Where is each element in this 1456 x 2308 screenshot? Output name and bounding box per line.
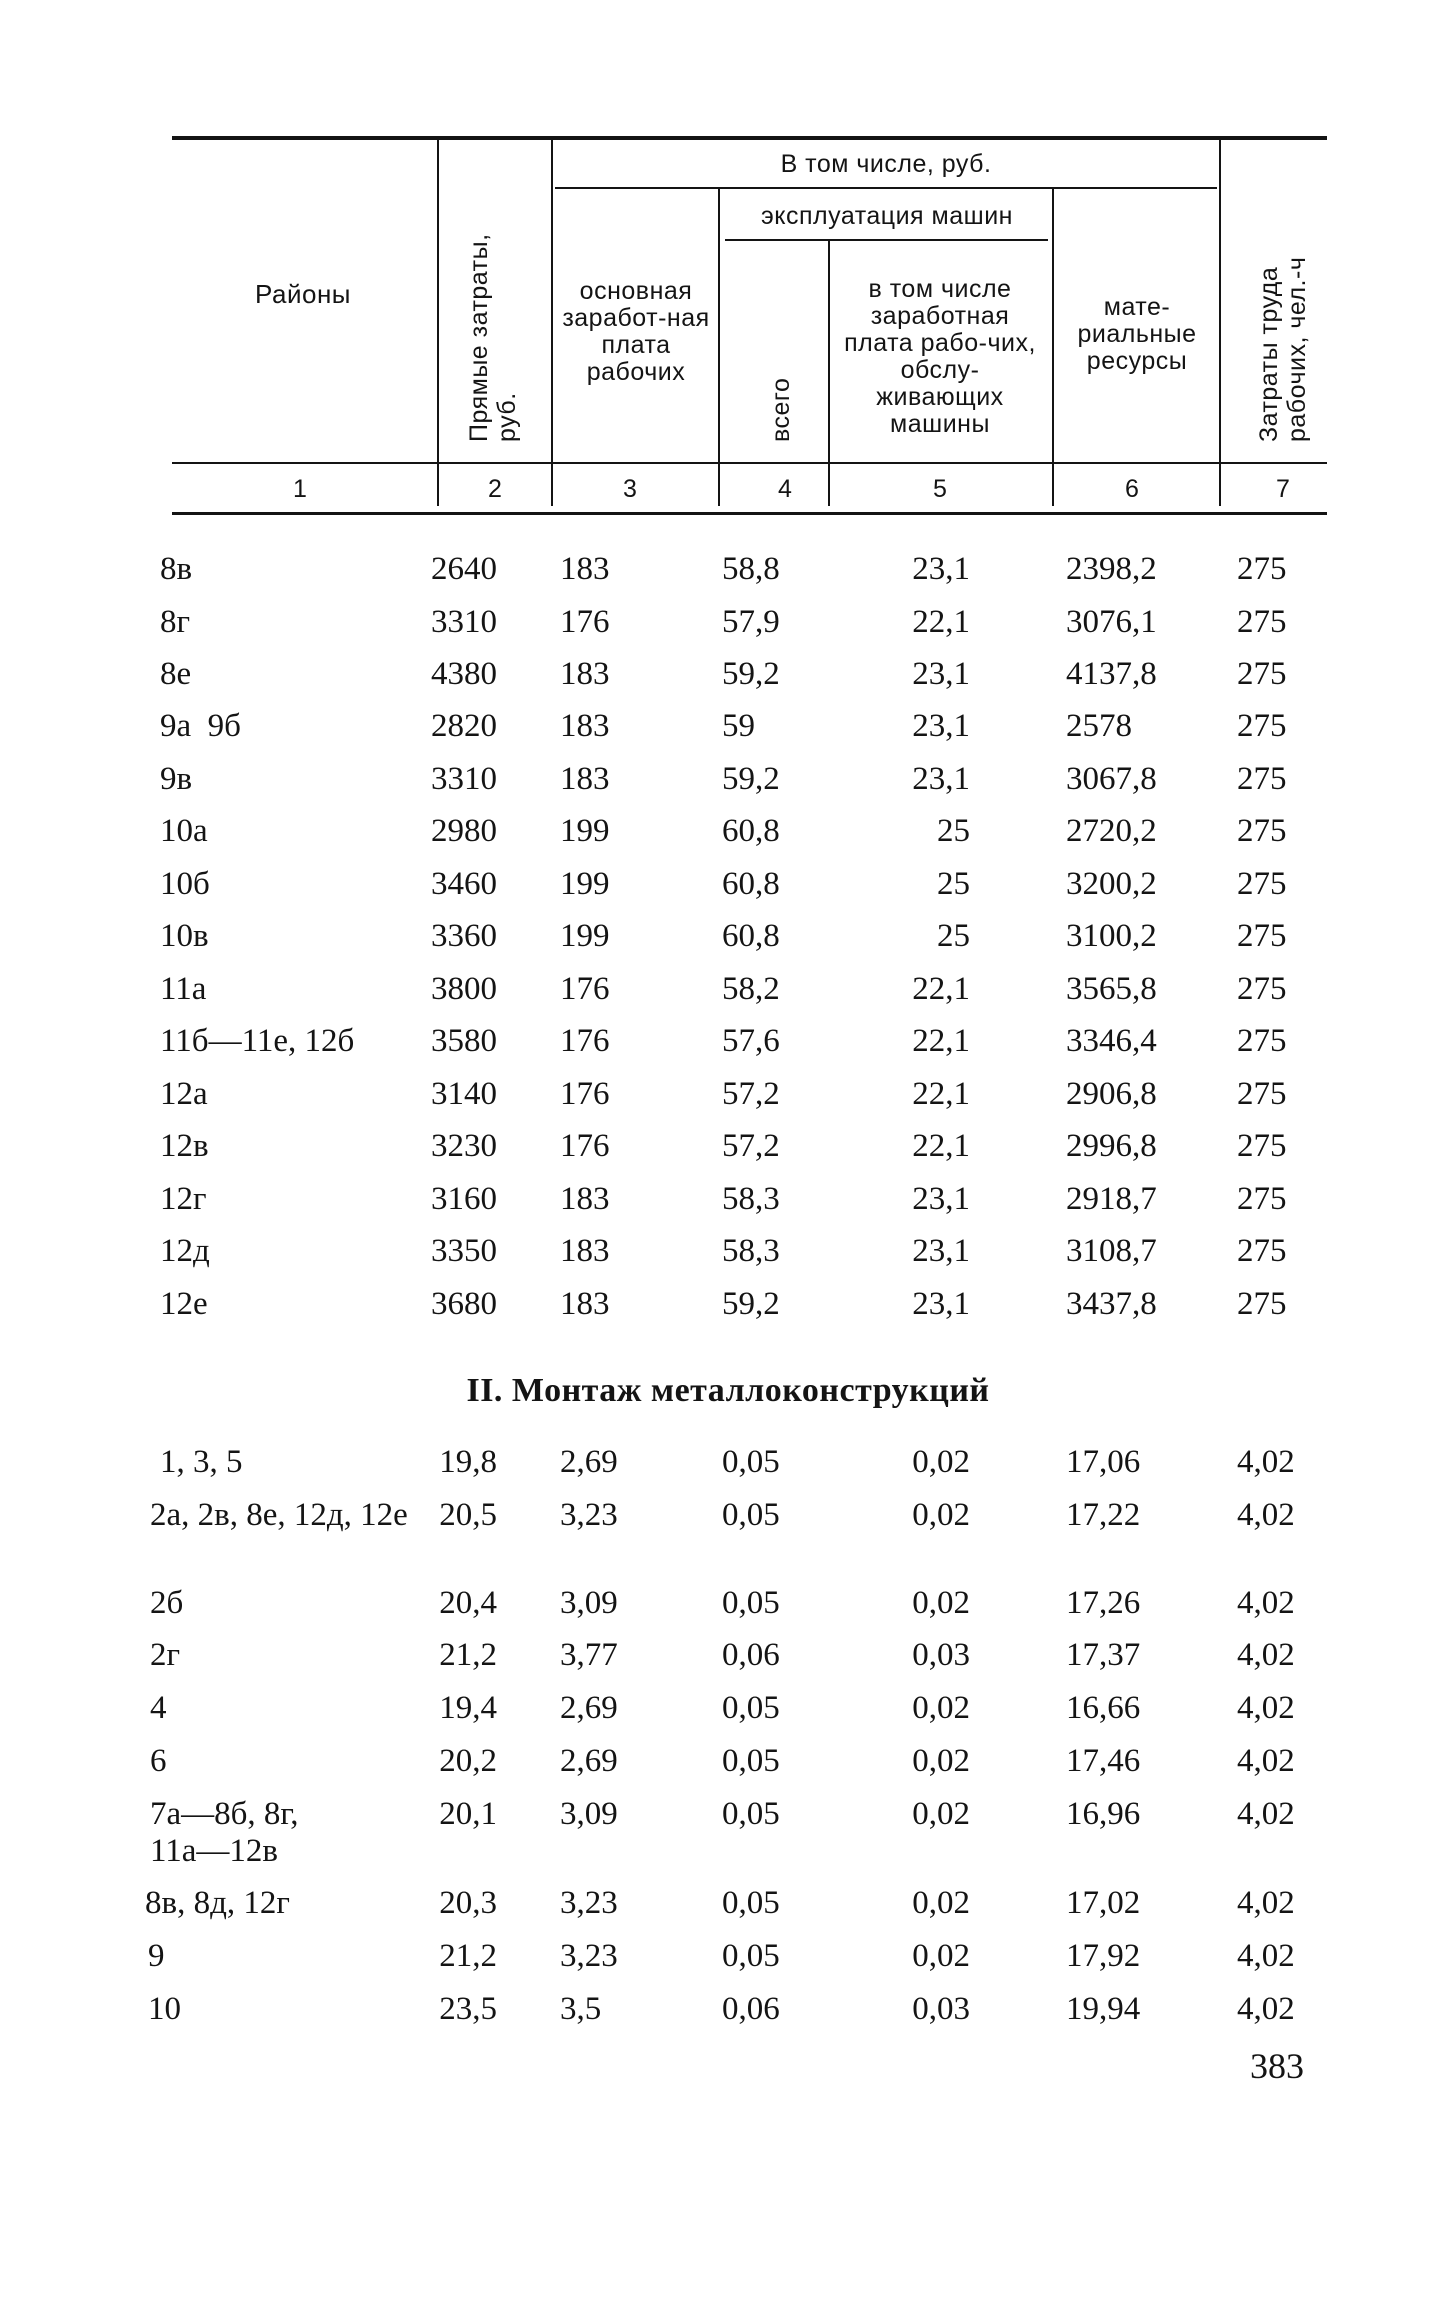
cell-base-wage: 176 xyxy=(560,1023,610,1059)
cell-labor: 275 xyxy=(1237,1076,1287,1112)
cell-machines-wage: 22,1 xyxy=(912,1023,970,1059)
cell-labor: 4,02 xyxy=(1237,1585,1295,1621)
cell-materials: 2398,2 xyxy=(1066,551,1157,587)
cell-materials: 3437,8 xyxy=(1066,1286,1157,1322)
cell-labor: 275 xyxy=(1237,604,1287,640)
cell-machines-total: 59,2 xyxy=(722,1286,780,1322)
col-number-7: 7 xyxy=(1276,475,1290,503)
cell-machines-wage: 25 xyxy=(937,813,970,849)
cell-labor: 4,02 xyxy=(1237,1938,1295,1974)
cell-labor: 275 xyxy=(1237,1181,1287,1217)
cell-machines-total: 59,2 xyxy=(722,656,780,692)
cell-direct-costs: 20,4 xyxy=(439,1585,497,1621)
cell-direct-costs: 20,2 xyxy=(439,1743,497,1779)
cell-machines-wage: 23,1 xyxy=(912,551,970,587)
cell-direct-costs: 2640 xyxy=(431,551,497,587)
cell-region: 9в xyxy=(160,761,193,797)
table-header xyxy=(0,0,1456,520)
col-number-6: 6 xyxy=(1125,475,1139,503)
cell-materials: 3100,2 xyxy=(1066,918,1157,954)
cell-region: 8е xyxy=(160,656,192,692)
cell-region: 8в, 8д, 12г xyxy=(145,1885,290,1921)
cell-machines-wage: 0,02 xyxy=(912,1690,970,1726)
cell-machines-total: 57,2 xyxy=(722,1076,780,1112)
cell-direct-costs: 3310 xyxy=(431,761,497,797)
cell-machines-wage: 0,02 xyxy=(912,1743,970,1779)
cell-region: 10 xyxy=(148,1991,181,2027)
cell-direct-costs: 3580 xyxy=(431,1023,497,1059)
cell-machines-total: 58,3 xyxy=(722,1233,780,1269)
cell-region: 8г xyxy=(160,604,191,640)
cell-machines-wage: 0,02 xyxy=(912,1585,970,1621)
cell-machines-total: 0,05 xyxy=(722,1444,780,1480)
cell-base-wage: 3,09 xyxy=(560,1585,618,1621)
cell-machines-wage: 22,1 xyxy=(912,1128,970,1164)
cell-labor: 275 xyxy=(1237,1286,1287,1322)
page-number: 383 xyxy=(1250,2046,1304,2086)
cell-materials: 3200,2 xyxy=(1066,866,1157,902)
cell-machines-wage: 0,02 xyxy=(912,1938,970,1974)
cell-base-wage: 3,23 xyxy=(560,1885,618,1921)
cell-materials: 3108,7 xyxy=(1066,1233,1157,1269)
cell-machines-total: 59 xyxy=(722,708,755,744)
header-regions: Районы xyxy=(255,279,351,309)
cell-base-wage: 3,23 xyxy=(560,1497,618,1533)
cell-region: 8в xyxy=(160,551,193,587)
cell-base-wage: 3,23 xyxy=(560,1938,618,1974)
cell-machines-wage: 25 xyxy=(937,866,970,902)
cell-machines-wage: 0,02 xyxy=(912,1444,970,1480)
cell-base-wage: 183 xyxy=(560,1181,610,1217)
cell-machines-wage: 23,1 xyxy=(912,708,970,744)
cell-direct-costs: 3140 xyxy=(431,1076,497,1112)
cell-machines-wage: 0,02 xyxy=(912,1796,970,1832)
col-divider-3 xyxy=(718,189,720,506)
cell-region: 12г xyxy=(160,1181,207,1217)
cell-materials: 2906,8 xyxy=(1066,1076,1157,1112)
cell-region: 1, 3, 5 xyxy=(160,1444,243,1480)
cell-machines-wage: 0,03 xyxy=(912,1637,970,1673)
cell-direct-costs: 21,2 xyxy=(439,1637,497,1673)
cell-labor: 275 xyxy=(1237,1128,1287,1164)
numbers-bottom-rule xyxy=(172,512,1327,515)
cell-materials: 4137,8 xyxy=(1066,656,1157,692)
cell-machines-wage: 0,02 xyxy=(912,1885,970,1921)
cell-machines-total: 0,05 xyxy=(722,1743,780,1779)
cell-machines-wage: 23,1 xyxy=(912,761,970,797)
cell-region: 2а, 2в, 8е, 12д, 12е xyxy=(150,1497,408,1533)
header-direct-costs: Прямые затраты, руб. xyxy=(465,233,521,442)
cell-labor: 275 xyxy=(1237,918,1287,954)
cell-region: 10б xyxy=(160,866,210,902)
cell-direct-costs: 21,2 xyxy=(439,1938,497,1974)
cell-base-wage: 183 xyxy=(560,1233,610,1269)
cell-machines-total: 0,05 xyxy=(722,1796,780,1832)
cell-base-wage: 183 xyxy=(560,708,610,744)
cell-machines-wage: 22,1 xyxy=(912,971,970,1007)
cell-base-wage: 176 xyxy=(560,971,610,1007)
header-machine-operation: эксплуатация машин xyxy=(761,202,1013,230)
header-machine-operator-wage: в том числе заработная плата рабо-чих, обслу-живающих машины xyxy=(844,275,1036,438)
cell-machines-total: 59,2 xyxy=(722,761,780,797)
cell-labor: 4,02 xyxy=(1237,1885,1295,1921)
cell-labor: 275 xyxy=(1237,971,1287,1007)
cell-direct-costs: 3680 xyxy=(431,1286,497,1322)
col-divider-1 xyxy=(437,140,439,506)
cell-machines-wage: 22,1 xyxy=(912,604,970,640)
cell-machines-total: 0,05 xyxy=(722,1497,780,1533)
cell-labor: 4,02 xyxy=(1237,1743,1295,1779)
cell-base-wage: 199 xyxy=(560,866,610,902)
cell-machines-total: 0,06 xyxy=(722,1991,780,2027)
cell-region: 9 xyxy=(148,1938,165,1974)
cell-direct-costs: 3350 xyxy=(431,1233,497,1269)
cell-machines-total: 58,2 xyxy=(722,971,780,1007)
cell-materials: 17,37 xyxy=(1066,1637,1141,1673)
header-group-title: В том числе, руб. xyxy=(780,150,992,178)
cell-machines-total: 57,6 xyxy=(722,1023,780,1059)
cell-materials: 17,06 xyxy=(1066,1444,1141,1480)
cell-region: 2б xyxy=(150,1585,184,1621)
header-machines-total: всего xyxy=(767,377,795,442)
cell-machines-total: 0,05 xyxy=(722,1585,780,1621)
cell-materials: 3346,4 xyxy=(1066,1023,1157,1059)
cell-base-wage: 183 xyxy=(560,761,610,797)
cell-labor: 275 xyxy=(1237,761,1287,797)
cell-base-wage: 199 xyxy=(560,918,610,954)
cell-direct-costs: 3310 xyxy=(431,604,497,640)
cell-direct-costs: 3230 xyxy=(431,1128,497,1164)
cell-region: 12в xyxy=(160,1128,209,1164)
cell-direct-costs: 20,1 xyxy=(439,1796,497,1832)
col-number-1: 1 xyxy=(293,475,307,503)
cell-machines-total: 0,05 xyxy=(722,1885,780,1921)
cell-materials: 16,96 xyxy=(1066,1796,1141,1832)
cell-region: 11а xyxy=(160,971,207,1007)
cell-machines-total: 60,8 xyxy=(722,866,780,902)
cell-base-wage: 3,09 xyxy=(560,1796,618,1832)
cell-direct-costs: 20,3 xyxy=(439,1885,497,1921)
cell-machines-total: 57,9 xyxy=(722,604,780,640)
cell-region: 12а xyxy=(160,1076,208,1112)
header-bottom-rule xyxy=(172,462,1327,464)
cell-materials: 2720,2 xyxy=(1066,813,1157,849)
cell-region: 12д xyxy=(160,1233,210,1269)
cell-direct-costs: 19,8 xyxy=(439,1444,497,1480)
header-labor-costs: Затраты труда рабочих, чел.-ч xyxy=(1255,256,1311,442)
cell-direct-costs: 3460 xyxy=(431,866,497,902)
cell-machines-wage: 0,03 xyxy=(912,1991,970,2027)
cell-base-wage: 2,69 xyxy=(560,1444,618,1480)
cell-machines-wage: 0,02 xyxy=(912,1497,970,1533)
cell-direct-costs: 3160 xyxy=(431,1181,497,1217)
header-materials: мате-риальные ресурсы xyxy=(1077,293,1197,375)
section-title: II. Монтаж металлоконструкций xyxy=(466,1372,990,1409)
cell-materials: 17,02 xyxy=(1066,1885,1141,1921)
cell-materials: 2578 xyxy=(1066,708,1132,744)
cell-labor: 275 xyxy=(1237,656,1287,692)
cell-materials: 16,66 xyxy=(1066,1690,1141,1726)
cell-labor: 275 xyxy=(1237,708,1287,744)
cell-direct-costs: 3360 xyxy=(431,918,497,954)
cell-machines-wage: 23,1 xyxy=(912,656,970,692)
cell-region: 11б—11е, 12б xyxy=(160,1023,355,1059)
cell-region: 7а—8б, 8г, 11а—12в xyxy=(150,1796,299,1869)
cell-labor: 275 xyxy=(1237,813,1287,849)
cell-direct-costs: 2980 xyxy=(431,813,497,849)
cell-machines-wage: 25 xyxy=(937,918,970,954)
subgroup-rule xyxy=(725,239,1048,241)
cell-direct-costs: 3800 xyxy=(431,971,497,1007)
cell-materials: 2996,8 xyxy=(1066,1128,1157,1164)
cell-region: 9а 9б xyxy=(160,708,241,744)
cell-machines-wage: 23,1 xyxy=(912,1233,970,1269)
cell-base-wage: 2,69 xyxy=(560,1743,618,1779)
cell-base-wage: 176 xyxy=(560,1076,610,1112)
cell-base-wage: 183 xyxy=(560,656,610,692)
cell-direct-costs: 19,4 xyxy=(439,1690,497,1726)
cell-labor: 4,02 xyxy=(1237,1796,1295,1832)
cell-direct-costs: 2820 xyxy=(431,708,497,744)
cell-machines-total: 0,05 xyxy=(722,1938,780,1974)
cell-materials: 17,92 xyxy=(1066,1938,1141,1974)
cell-direct-costs: 4380 xyxy=(431,656,497,692)
cell-base-wage: 199 xyxy=(560,813,610,849)
cell-region: 4 xyxy=(150,1690,167,1726)
group-rule xyxy=(555,187,1217,189)
cell-machines-total: 58,3 xyxy=(722,1181,780,1217)
cell-region: 12е xyxy=(160,1286,208,1322)
cell-labor: 4,02 xyxy=(1237,1637,1295,1673)
cell-machines-total: 60,8 xyxy=(722,813,780,849)
cell-materials: 19,94 xyxy=(1066,1991,1141,2027)
cell-labor: 275 xyxy=(1237,866,1287,902)
cell-machines-wage: 22,1 xyxy=(912,1076,970,1112)
cell-base-wage: 3,5 xyxy=(560,1991,602,2027)
col-divider-4 xyxy=(828,241,830,506)
cell-machines-wage: 23,1 xyxy=(912,1286,970,1322)
cell-materials: 2918,7 xyxy=(1066,1181,1157,1217)
cell-labor: 275 xyxy=(1237,1233,1287,1269)
header-top-rule xyxy=(172,136,1327,140)
cell-labor: 4,02 xyxy=(1237,1497,1295,1533)
cell-machines-total: 0,05 xyxy=(722,1690,780,1726)
cell-materials: 17,46 xyxy=(1066,1743,1141,1779)
cell-base-wage: 183 xyxy=(560,1286,610,1322)
cell-materials: 17,26 xyxy=(1066,1585,1141,1621)
cell-materials: 17,22 xyxy=(1066,1497,1141,1533)
cell-machines-wage: 23,1 xyxy=(912,1181,970,1217)
cell-labor: 275 xyxy=(1237,1023,1287,1059)
col-number-3: 3 xyxy=(623,475,637,503)
cell-region: 10а xyxy=(160,813,208,849)
cell-base-wage: 176 xyxy=(560,1128,610,1164)
col-number-4: 4 xyxy=(778,475,792,503)
cell-region: 2г xyxy=(150,1637,181,1673)
cell-base-wage: 2,69 xyxy=(560,1690,618,1726)
cell-base-wage: 176 xyxy=(560,604,610,640)
cell-region: 6 xyxy=(150,1743,167,1779)
cell-machines-total: 60,8 xyxy=(722,918,780,954)
col-divider-6 xyxy=(1219,140,1221,506)
cell-labor: 4,02 xyxy=(1237,1444,1295,1480)
cell-materials: 3076,1 xyxy=(1066,604,1157,640)
col-divider-2 xyxy=(551,140,553,506)
cell-labor: 4,02 xyxy=(1237,1991,1295,2027)
cell-machines-total: 0,06 xyxy=(722,1637,780,1673)
cell-base-wage: 183 xyxy=(560,551,610,587)
cell-base-wage: 3,77 xyxy=(560,1637,618,1673)
cell-labor: 275 xyxy=(1237,551,1287,587)
cell-labor: 4,02 xyxy=(1237,1690,1295,1726)
cell-materials: 3067,8 xyxy=(1066,761,1157,797)
cell-materials: 3565,8 xyxy=(1066,971,1157,1007)
cell-direct-costs: 20,5 xyxy=(439,1497,497,1533)
cell-region: 10в xyxy=(160,918,209,954)
col-divider-5 xyxy=(1052,189,1054,506)
col-number-2: 2 xyxy=(488,475,502,503)
cell-machines-total: 58,8 xyxy=(722,551,780,587)
header-base-wage: основная заработ-ная плата рабочих xyxy=(562,277,710,386)
cell-machines-total: 57,2 xyxy=(722,1128,780,1164)
cell-direct-costs: 23,5 xyxy=(439,1991,497,2027)
col-number-5: 5 xyxy=(933,475,947,503)
